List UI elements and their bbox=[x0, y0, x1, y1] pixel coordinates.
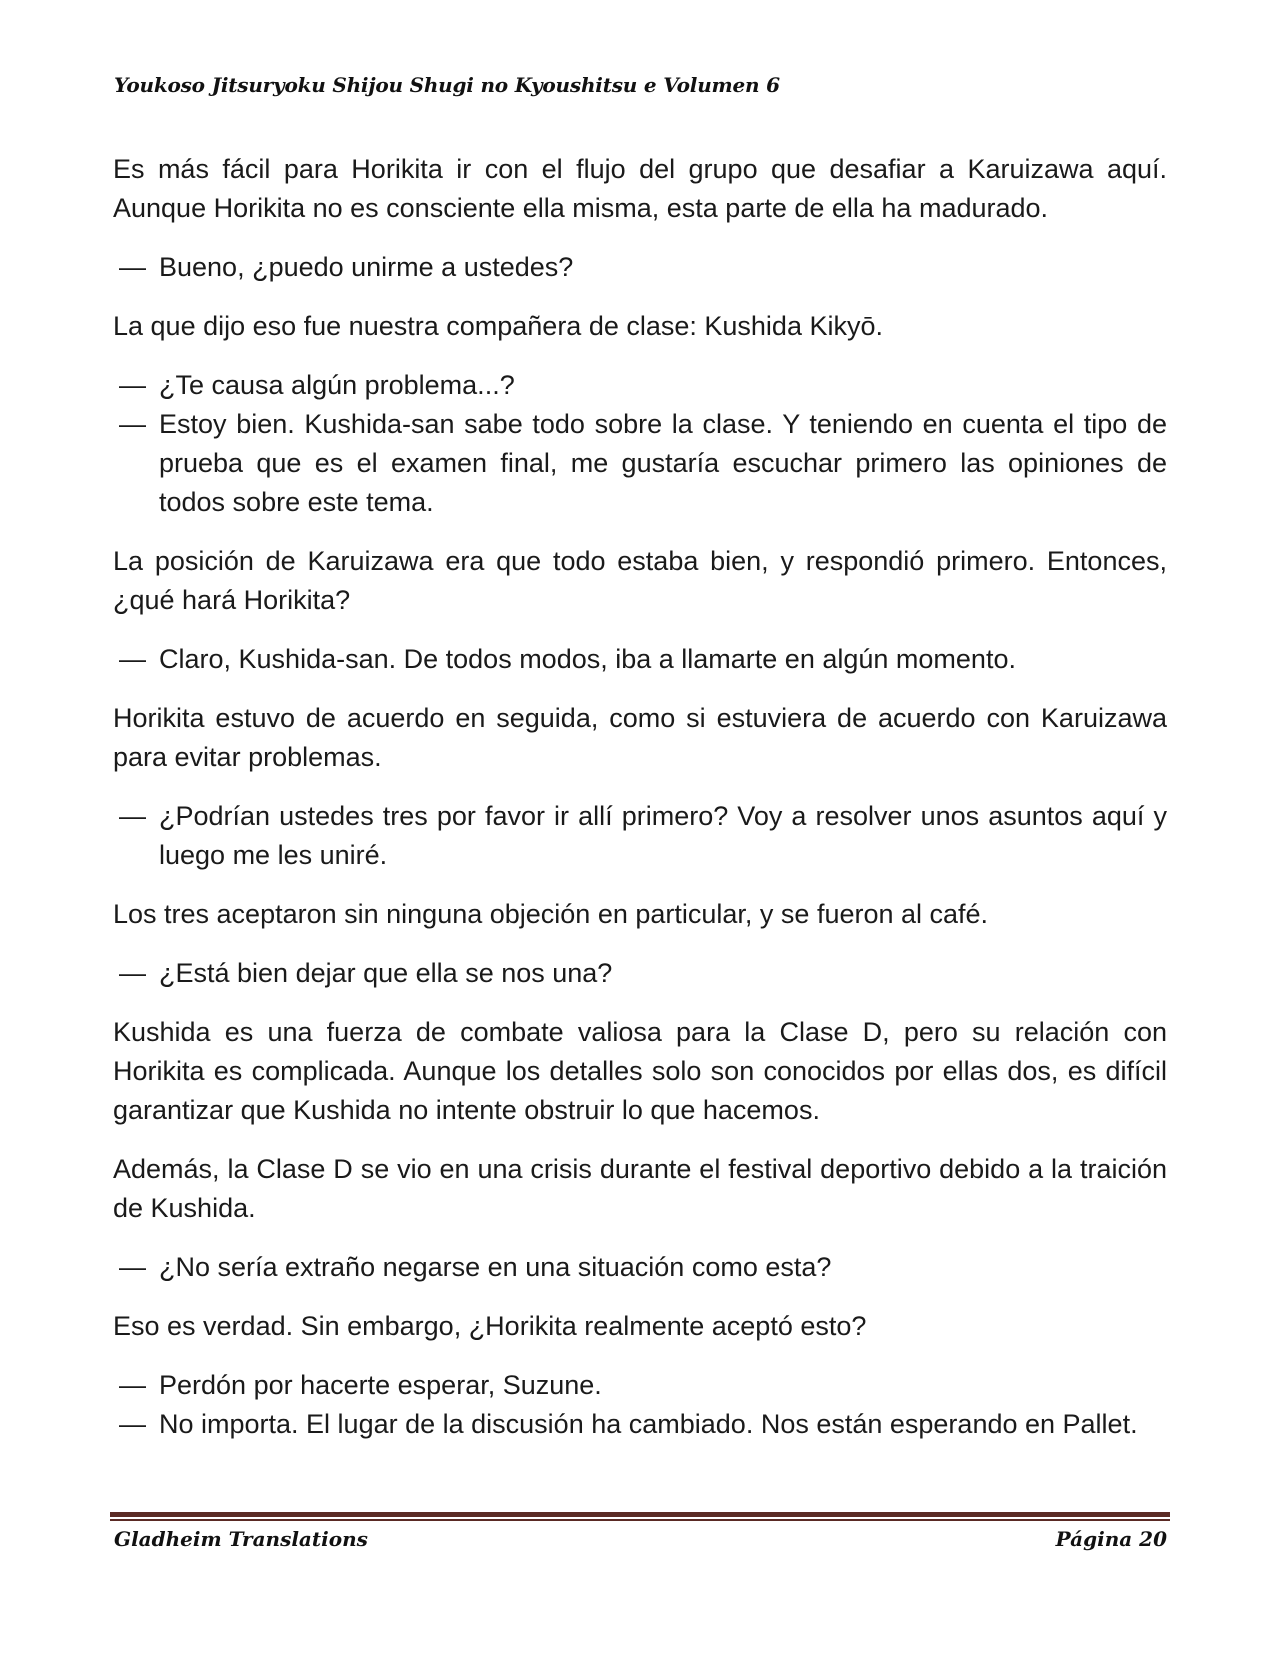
dialogue-text: Bueno, ¿puedo unirme a ustedes? bbox=[159, 252, 574, 282]
dialogue-line bbox=[113, 366, 1167, 405]
dialogue-text: ¿Podrían ustedes tres por favor ir allí primero? Voy a resolver unos asuntos aquí y luego me les uniré. bbox=[159, 801, 1167, 870]
dialogue-line bbox=[113, 797, 1167, 875]
dialogue-line bbox=[113, 248, 1167, 287]
dialogue-dash: — bbox=[119, 1370, 146, 1400]
dialogue-line bbox=[113, 1248, 1167, 1287]
dialogue-line bbox=[113, 954, 1167, 993]
dialogue-text: Estoy bien. Kushida-san sabe todo sobre la clase. Y teniendo en cuenta el tipo de prueba que es el examen final, me gustaría escuchar primero las opiniones de todos sobre este tema. bbox=[159, 409, 1167, 517]
dialogue-text: Perdón por hacerte esperar, Suzune. bbox=[159, 1370, 602, 1400]
paragraph: Además, la Clase D se vio en una crisis durante el festival deportivo debido a la traición de Kushida. bbox=[113, 1154, 1167, 1223]
dialogue-dash: — bbox=[119, 1252, 146, 1282]
dialogue-line bbox=[113, 1366, 1167, 1405]
dialogue-dash: — bbox=[119, 252, 146, 282]
dialogue-text: ¿Te causa algún problema...? bbox=[159, 370, 515, 400]
paragraph: La que dijo eso fue nuestra compañera de clase: Kushida Kikyō. bbox=[113, 311, 883, 341]
paragraph: Es más fácil para Horikita ir con el flujo del grupo que desafiar a Karuizawa aquí. Aunque Horikita no es consciente ella misma, esta parte de ella ha madurado. bbox=[113, 154, 1167, 223]
dialogue-group bbox=[113, 1248, 1167, 1287]
dialogue-text: ¿Está bien dejar que ella se nos una? bbox=[159, 958, 613, 988]
document-body bbox=[113, 150, 1167, 1464]
dialogue-dash: — bbox=[119, 1409, 146, 1439]
paragraph: La posición de Karuizawa era que todo estaba bien, y respondió primero. Entonces, ¿qué hará Horikita? bbox=[113, 546, 1167, 615]
footer-divider-thin bbox=[110, 1519, 1170, 1521]
dialogue-group bbox=[113, 797, 1167, 875]
paragraph: Kushida es una fuerza de combate valiosa para la Clase D, pero su relación con Horikita es complicada. Aunque los detalles solo son conocidos por ellas dos, es difícil garantizar que Kushida no intente obstruir lo que hacemos. bbox=[113, 1017, 1167, 1125]
paragraph: Los tres aceptaron sin ninguna objeción en particular, y se fueron al café. bbox=[113, 899, 989, 929]
footer-page-number: Página 20 bbox=[1055, 1527, 1167, 1551]
paragraph: Horikita estuvo de acuerdo en seguida, como si estuviera de acuerdo con Karuizawa para evitar problemas. bbox=[113, 703, 1167, 772]
dialogue-line bbox=[113, 1405, 1167, 1444]
dialogue-line bbox=[113, 640, 1167, 679]
dialogue-group bbox=[113, 366, 1167, 522]
footer-divider bbox=[110, 1512, 1170, 1521]
dialogue-dash: — bbox=[119, 801, 146, 831]
dialogue-group bbox=[113, 640, 1167, 679]
dialogue-dash: — bbox=[119, 409, 146, 439]
paragraph: Eso es verdad. Sin embargo, ¿Horikita realmente aceptó esto? bbox=[113, 1311, 867, 1341]
footer-divider-thick bbox=[110, 1512, 1170, 1517]
dialogue-group bbox=[113, 248, 1167, 287]
footer-translator: Gladheim Translations bbox=[114, 1527, 368, 1551]
dialogue-line bbox=[113, 405, 1167, 522]
dialogue-group bbox=[113, 1366, 1167, 1444]
dialogue-text: No importa. El lugar de la discusión ha cambiado. Nos están esperando en Pallet. bbox=[159, 1409, 1138, 1439]
dialogue-text: ¿No sería extraño negarse en una situación como esta? bbox=[159, 1252, 832, 1282]
dialogue-dash: — bbox=[119, 958, 146, 988]
dialogue-dash: — bbox=[119, 644, 146, 674]
dialogue-text: Claro, Kushida-san. De todos modos, iba a llamarte en algún momento. bbox=[159, 644, 1016, 674]
dialogue-group bbox=[113, 954, 1167, 993]
dialogue-dash: — bbox=[119, 370, 146, 400]
header-title: Youkoso Jitsuryoku Shijou Shugi no Kyoushitsu e Volumen 6 bbox=[114, 73, 780, 97]
